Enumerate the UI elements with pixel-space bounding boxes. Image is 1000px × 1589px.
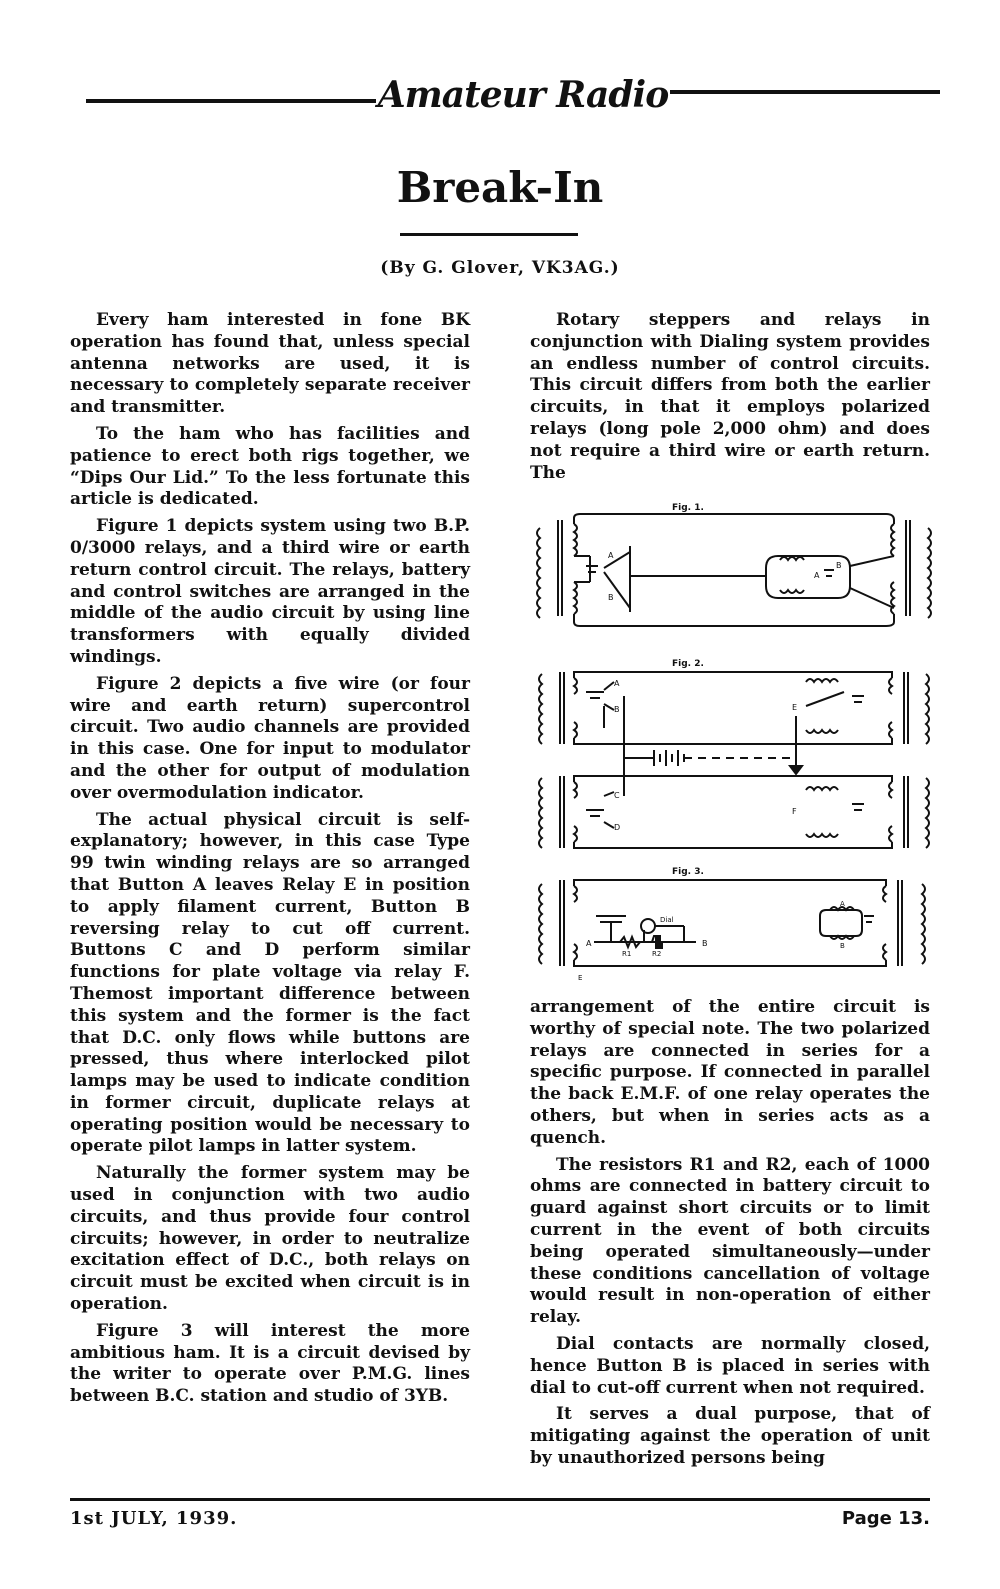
masthead-rule-left: [86, 99, 376, 103]
fig2-label-d: D: [614, 823, 621, 832]
fig3-caption: Fig. 3.: [672, 867, 704, 877]
masthead: [80, 72, 940, 122]
fig3-label-r2: R2: [652, 950, 662, 958]
fig2-label-e: E: [792, 703, 798, 712]
fig2-label-b: B: [614, 705, 620, 714]
title-underline: [400, 233, 578, 236]
paragraph: Figure 3 will interest the more ambitious ham. It is a circuit devised by the writer to operate over P.M.G. lines between B.C. station and studio of 3YB.: [70, 1320, 470, 1407]
left-column: [70, 310, 470, 1413]
paragraph: Rotary steppers and relays in conjunction with Dialing system provides an endless number of control circuits. This circuit differs from both the earlier circuits, in that it employs polarized relays (long pole 2,000 ohm) and does not require a third wire or earth return. The: [530, 310, 930, 483]
fig3-circuit: [539, 880, 925, 982]
paragraph: To the ham who has facilities and patience to erect both rigs together, we “Dips Our Lid.” To the less fortunate this article is dedicated.: [70, 423, 470, 510]
right-column-bottom: [530, 997, 930, 1475]
fig2-label-f: F: [792, 807, 797, 816]
right-column-top: [530, 310, 930, 489]
fig1-label-b2: B: [836, 561, 842, 570]
fig2-label-c: C: [614, 791, 620, 800]
paragraph: Dial contacts are normally closed, hence Button B is placed in series with dial to cut-off current when not required.: [530, 1333, 930, 1398]
circuit-diagrams: [534, 496, 934, 986]
fig2-label-a: A: [614, 679, 620, 688]
fig1-label-a2: A: [814, 571, 820, 580]
fig2-caption: Fig. 2.: [672, 659, 704, 669]
fig3-label-r1: R1: [622, 950, 632, 958]
byline: (By G. Glover, VK3AG.): [380, 258, 620, 278]
fig2-circuit: [539, 672, 929, 848]
article-title: Break-In: [396, 163, 604, 212]
fig1-circuit: [537, 514, 931, 626]
fig1-caption: Fig. 1.: [672, 503, 704, 513]
masthead-rule-right: [670, 90, 940, 94]
fig1-left-coil: [537, 520, 577, 618]
fig3-label-b2: B: [840, 942, 845, 950]
fig1-label-a: A: [608, 551, 614, 560]
fig3-label-b: B: [702, 939, 708, 948]
paragraph: The resistors R1 and R2, each of 1000 ohms are connected in battery circuit to guard against short circuits or to limit current in the event of both circuits being operated simultaneously—under these conditions cancellation of voltage would result in non-operation of either relay.: [530, 1154, 930, 1328]
paragraph: Figure 2 depicts a five wire (or four wire and earth return) supercontrol circuit. Two audio channels are provided in this case. One for input to modulator and the other for output of modulation over overmodulation indicator.: [70, 673, 470, 803]
paragraph: arrangement of the entire circuit is worthy of special note. The two polarized relays are connected in series for a specific purpose. If connected in parallel the back E.M.F. of one relay operates the others, but when in series acts as a quench.: [530, 997, 930, 1148]
fig3-label-dial: Dial: [660, 916, 674, 924]
paragraph: It serves a dual purpose, that of mitigating against the operation of unit by unauthorized persons being: [530, 1404, 930, 1468]
paragraph: Every ham interested in fone BK operation has found that, unless special antenna networks are used, it is necessary to completely separate receiver and transmitter.: [70, 310, 470, 418]
fig3-label-a2: A: [840, 900, 845, 908]
footer-rule: [70, 1498, 930, 1501]
masthead-title: Amateur Radio: [377, 74, 669, 116]
fig1-label-b: B: [608, 593, 614, 602]
paragraph: Naturally the former system may be used in conjunction with two audio circuits, and thus provide four control circuits; however, in order to neutralize excitation effect of D.C., both relays on circuit must be excited when circuit is in operation.: [70, 1163, 470, 1315]
fig3-label-e: E: [578, 974, 583, 982]
page-number: Page 13.: [841, 1508, 930, 1529]
circuit-figures: [534, 496, 934, 986]
paragraph: Figure 1 depicts system using two B.P. 0/3000 relays, and a third wire or earth return control circuit. The relays, battery and control switches are arranged in the middle of the audio circuit by using line transformers with equally divided windings.: [70, 516, 470, 667]
paragraph: The actual physical circuit is self-explanatory; however, in this case Type 99 twin winding relays are so arranged that Button A leaves Relay E in position to apply filament current, Button B reversing relay to cut off current. Buttons C and D perform similar functions for plate voltage via relay F. Themost important difference between this system and the former is the fact that D.C. only flows while buttons are pressed, thus where interlocked pilot lamps may be used to indicate condition in former circuit, duplicate relays at operating position would be necessary to operate pilot lamps in latter system.: [70, 809, 470, 1157]
fig1-right-coil: [891, 520, 931, 618]
fig3-label-a: A: [586, 939, 592, 948]
footer-date: 1st JULY, 1939.: [70, 1508, 238, 1529]
